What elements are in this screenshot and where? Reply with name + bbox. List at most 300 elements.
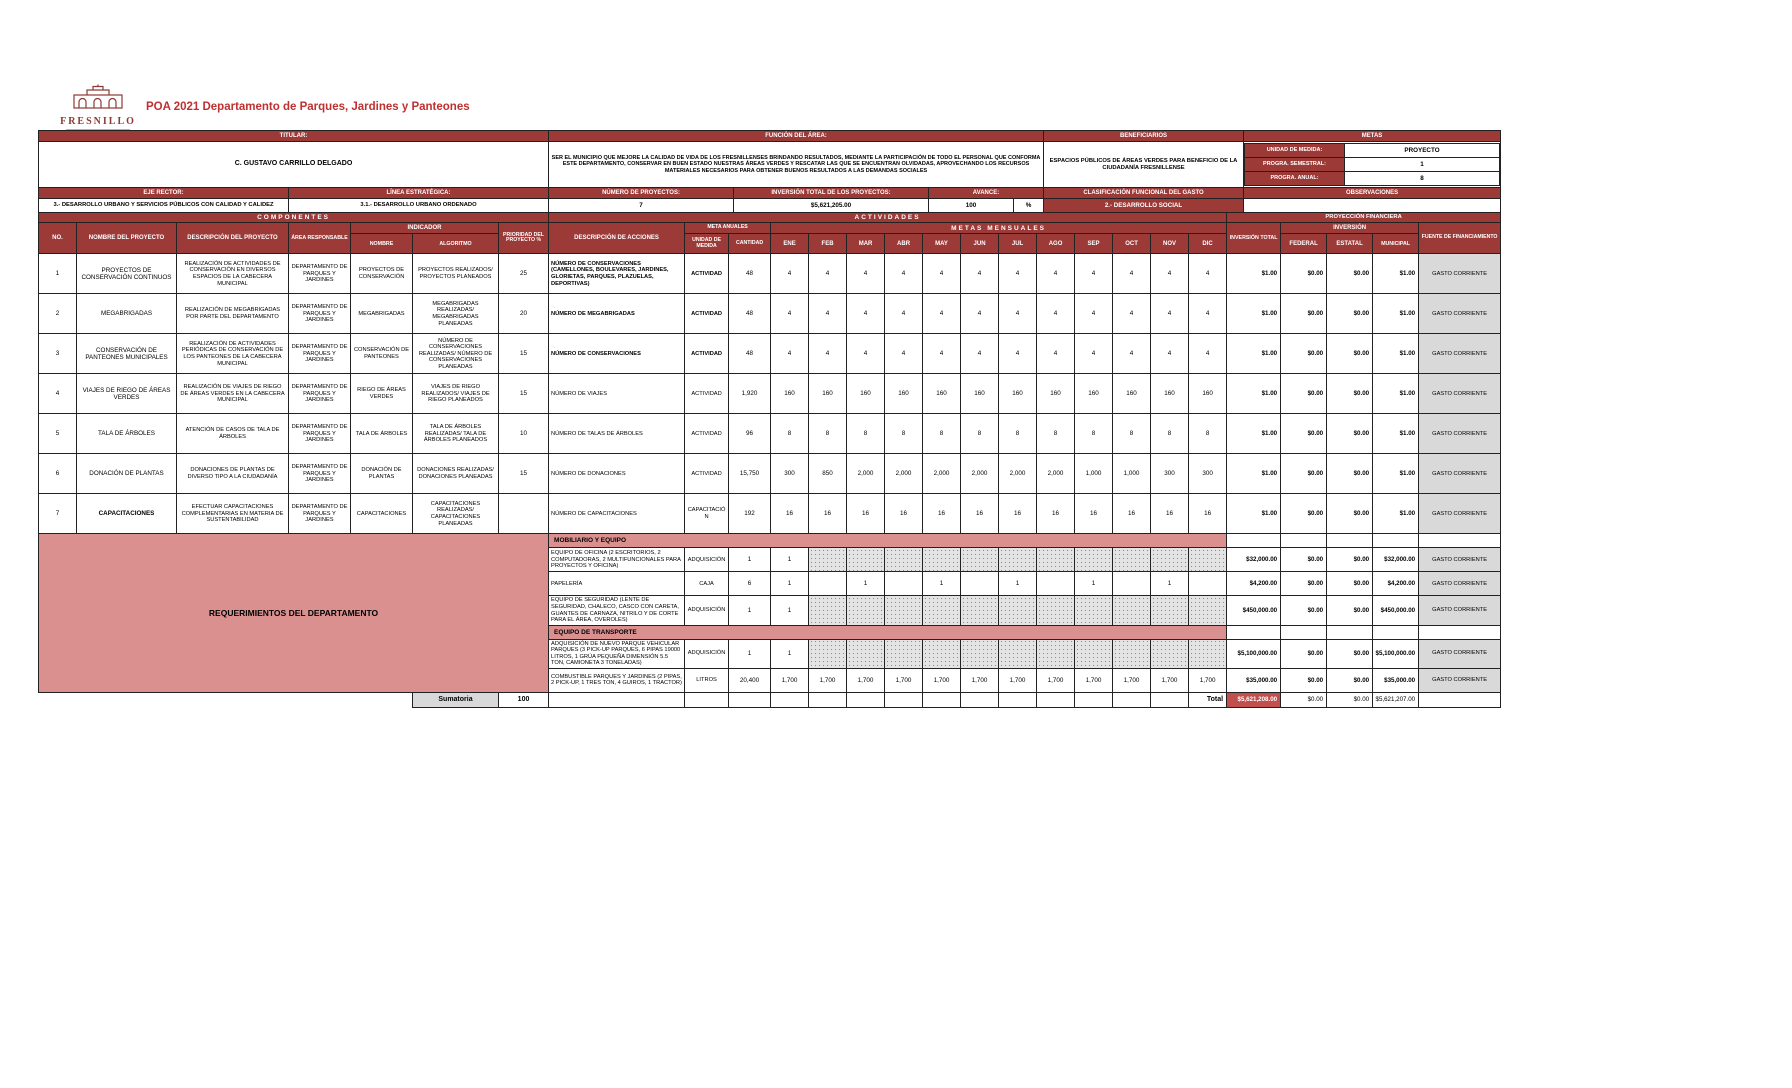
- requirement-month-value: [1189, 548, 1227, 572]
- logo-wordmark: FRESNILLO: [60, 116, 136, 127]
- project-area: DEPARTAMENTO DE PARQUES Y JARDINES: [289, 414, 351, 454]
- col-unidad-medida: UNIDAD DE MEDIDA: [685, 234, 729, 254]
- month-value: 4: [1037, 254, 1075, 294]
- project-description: DONACIONES DE PLANTAS DE DIVERSO TIPO A LA CIUDADANÍA: [177, 454, 289, 494]
- avance-label: AVANCE:: [929, 188, 1044, 199]
- projects-body: [39, 254, 1501, 534]
- month-value: 4: [847, 334, 885, 374]
- inversion-total-value: $1.00: [1227, 254, 1281, 294]
- project-area: DEPARTAMENTO DE PARQUES Y JARDINES: [289, 334, 351, 374]
- clasificacion-funcional-label: CLASIFICACIÓN FUNCIONAL DEL GASTO: [1044, 188, 1244, 199]
- month-value: 1,000: [1113, 454, 1151, 494]
- actions-description: NÚMERO DE TALAS DE ÁRBOLES: [549, 414, 685, 454]
- avance-value: 100: [929, 199, 1014, 213]
- summary-empty-cell: [923, 692, 961, 707]
- requirement-month-value: 1: [923, 572, 961, 596]
- requirement-month-value: 1,700: [885, 668, 923, 692]
- federal-value: $0.00: [1281, 374, 1327, 414]
- col-municipal: MUNICIPAL: [1373, 234, 1419, 254]
- month-value: 4: [999, 254, 1037, 294]
- project-row: [39, 294, 1501, 334]
- requirement-section-title: MOBILIARIO Y EQUIPO: [549, 534, 1227, 548]
- project-area: DEPARTAMENTO DE PARQUES Y JARDINES: [289, 454, 351, 494]
- requirement-estatal: $0.00: [1327, 639, 1373, 668]
- funding-source: GASTO CORRIENTE: [1419, 454, 1501, 494]
- requirement-month-value: [923, 548, 961, 572]
- summary-row: [39, 692, 1501, 707]
- funding-source: GASTO CORRIENTE: [1419, 596, 1501, 625]
- progra-anual-value: 8: [1345, 172, 1500, 186]
- project-row: [39, 454, 1501, 494]
- month-value: 4: [923, 294, 961, 334]
- requirement-month-value: [1189, 572, 1227, 596]
- section-money-empty: [1227, 625, 1281, 639]
- month-value: 4: [923, 334, 961, 374]
- month-value: 16: [999, 494, 1037, 534]
- month-value: 2,000: [999, 454, 1037, 494]
- requirement-month-value: 1,700: [999, 668, 1037, 692]
- summary-body: [39, 692, 1501, 707]
- requirement-description: COMBUSTIBLE PARQUES Y JARDINES (2 PIPAS, 2 PICK-UP, 1 TRES TON, 4 GUIROS, 1 TRACTOR): [549, 668, 685, 692]
- requirement-month-value: [809, 596, 847, 625]
- month-value: 850: [809, 454, 847, 494]
- col-area-responsable: ÁREA RESPONSABLE: [289, 223, 351, 254]
- month-value: 160: [847, 374, 885, 414]
- unit-of-measure: ACTIVIDAD: [685, 374, 729, 414]
- indicator-algorithm: NÚMERO DE CONSERVACIONES REALIZADAS/ NÚMERO DE CONSERVACIONES PLANEADAS: [413, 334, 499, 374]
- estatal-value: $0.00: [1327, 294, 1373, 334]
- actions-description: NÚMERO DE CONSERVACIONES: [549, 334, 685, 374]
- month-value: 16: [961, 494, 999, 534]
- requirement-description: ADQUISICIÓN DE NUEVO PARQUE VEHICULAR PARQUES (3 PICK-UP PARQUES, 6 PIPAS 19000 LITROS, 1 GRÚA PEQUEÑA DIMENSIÓN 5.5 TON, CAMIONETA 3 TONELADAS): [549, 639, 685, 668]
- month-value: 16: [1113, 494, 1151, 534]
- col-month-ago: AGO: [1037, 234, 1075, 254]
- project-priority: [499, 494, 549, 534]
- project-area: DEPARTAMENTO DE PARQUES Y JARDINES: [289, 494, 351, 534]
- summary-empty-cell: [729, 692, 771, 707]
- requirement-month-value: [885, 596, 923, 625]
- month-value: 8: [771, 414, 809, 454]
- col-nombre-proyecto: NOMBRE DEL PROYECTO: [77, 223, 177, 254]
- project-priority: 25: [499, 254, 549, 294]
- month-value: 160: [771, 374, 809, 414]
- month-value: 160: [999, 374, 1037, 414]
- col-month-mar: MAR: [847, 234, 885, 254]
- summary-empty-cell: [999, 692, 1037, 707]
- requirement-month-value: [1037, 548, 1075, 572]
- month-value: 4: [1151, 334, 1189, 374]
- observaciones-label: OBSERVACIONES: [1244, 188, 1501, 199]
- month-value: 160: [1075, 374, 1113, 414]
- month-value: 16: [771, 494, 809, 534]
- actions-description: NÚMERO DE VIAJES: [549, 374, 685, 414]
- requirement-federal: $0.00: [1281, 639, 1327, 668]
- section-money-empty: [1227, 534, 1281, 548]
- requirement-month-value: [999, 596, 1037, 625]
- requirements-body: [39, 534, 1501, 692]
- month-value: 4: [885, 334, 923, 374]
- project-area: DEPARTAMENTO DE PARQUES Y JARDINES: [289, 374, 351, 414]
- month-value: 160: [809, 374, 847, 414]
- inversion-total-value: $1.00: [1227, 494, 1281, 534]
- requirement-month-value: [1113, 596, 1151, 625]
- month-value: 4: [771, 294, 809, 334]
- indicator-algorithm: CAPACITACIONES REALIZADAS/ CAPACITACIONES PLANEADAS: [413, 494, 499, 534]
- municipal-value: $1.00: [1373, 414, 1419, 454]
- summary-empty-cell: [685, 692, 729, 707]
- project-no: 4: [39, 374, 77, 414]
- requirement-month-value: [1151, 639, 1189, 668]
- funcion-area-value: SER EL MUNICIPIO QUE MEJORE LA CALIDAD DE VIDA DE LOS FRESNILLENSES BRINDANDO RESULTADOS, MEDIANTE LA PARTICIPACIÓN DE TODO EL PERSONAL QUE CONFORMA ESTE DEPARTAMENTO, CONSERVAR EN BUEN ESTADO NUESTRAS ÁREAS VERDES Y RESCATAR LAS QUE SE ENCUENTRAN OLVIDADAS, APROVECHANDO LOS RECURSOS MATERIALES NECESARIOS PARA OBTENER BUENOS RESULTADOS A LAS DEMANDAS SOCIALES: [549, 142, 1044, 188]
- month-value: 8: [809, 414, 847, 454]
- requirement-estatal: $0.00: [1327, 596, 1373, 625]
- month-value: 4: [961, 334, 999, 374]
- month-value: 160: [1113, 374, 1151, 414]
- requirement-federal: $0.00: [1281, 572, 1327, 596]
- col-fuente-financiamiento: FUENTE DE FINANCIAMIENTO: [1419, 223, 1501, 254]
- month-value: 4: [961, 294, 999, 334]
- section-money-empty: [1327, 534, 1373, 548]
- requirement-month-value: 1,700: [809, 668, 847, 692]
- col-month-abr: ABR: [885, 234, 923, 254]
- requirement-unit: CAJA: [685, 572, 729, 596]
- project-row: [39, 334, 1501, 374]
- month-value: 160: [923, 374, 961, 414]
- unidad-medida-value: PROYECTO: [1345, 144, 1500, 158]
- indicator-name: TALA DE ÁRBOLES: [351, 414, 413, 454]
- project-name: VIAJES DE RIEGO DE ÁREAS VERDES: [77, 374, 177, 414]
- col-estatal: ESTATAL: [1327, 234, 1373, 254]
- requirement-month-value: [1075, 639, 1113, 668]
- annual-quantity: 1,920: [729, 374, 771, 414]
- funding-source: GASTO CORRIENTE: [1419, 548, 1501, 572]
- inversion-band: INVERSIÓN: [1281, 223, 1419, 234]
- month-value: 8: [1151, 414, 1189, 454]
- project-name: PROYECTOS DE CONSERVACIÓN CONTINUOS: [77, 254, 177, 294]
- month-value: 16: [809, 494, 847, 534]
- requirement-month-value: [1037, 596, 1075, 625]
- project-description: EFECTUAR CAPACITACIONES COMPLEMENTARIAS EN MATERIA DE SUSTENTABILIDAD: [177, 494, 289, 534]
- inversion-total-proyectos-label: INVERSIÓN TOTAL DE LOS PROYECTOS:: [734, 188, 929, 199]
- sumatoria-label: Sumatoria: [413, 692, 499, 707]
- annual-quantity: 192: [729, 494, 771, 534]
- federal-value: $0.00: [1281, 494, 1327, 534]
- indicator-name: DONACIÓN DE PLANTAS: [351, 454, 413, 494]
- project-name: DONACIÓN DE PLANTAS: [77, 454, 177, 494]
- month-value: 4: [885, 254, 923, 294]
- requirement-quantity: 6: [729, 572, 771, 596]
- requirement-unit: ADQUISICIÓN: [685, 548, 729, 572]
- requirement-month-value: [961, 572, 999, 596]
- summary-empty-cell: [961, 692, 999, 707]
- actividades-band: ACTIVIDADES: [549, 213, 1227, 223]
- requirement-month-value: [1113, 572, 1151, 596]
- requirement-federal: $0.00: [1281, 596, 1327, 625]
- month-value: 160: [885, 374, 923, 414]
- linea-estrategica-value: 3.1.- DESARROLLO URBANO ORDENADO: [289, 199, 549, 213]
- indicator-algorithm: PROYECTOS REALIZADOS/ PROYECTOS PLANEADOS: [413, 254, 499, 294]
- project-area: DEPARTAMENTO DE PARQUES Y JARDINES: [289, 254, 351, 294]
- month-value: 2,000: [1037, 454, 1075, 494]
- col-month-may: MAY: [923, 234, 961, 254]
- requirement-municipal: $4,200.00: [1373, 572, 1419, 596]
- titular-value: C. GUSTAVO CARRILLO DELGADO: [39, 142, 549, 188]
- col-month-oct: OCT: [1113, 234, 1151, 254]
- avance-percent: %: [1014, 199, 1044, 213]
- funcion-area-label: FUNCIÓN DEL ÁREA:: [549, 131, 1044, 142]
- actions-description: NÚMERO DE MEGABRIGADAS: [549, 294, 685, 334]
- section-money-empty: [1373, 625, 1419, 639]
- federal-value: $0.00: [1281, 414, 1327, 454]
- beneficiarios-value: ESPACIOS PÚBLICOS DE ÁREAS VERDES PARA BENEFICIO DE LA CIUDADANÍA FRESNILLENSE: [1044, 142, 1244, 188]
- requirement-section-row: [39, 534, 1501, 548]
- municipal-value: $1.00: [1373, 294, 1419, 334]
- col-month-sep: SEP: [1075, 234, 1113, 254]
- month-value: 4: [1189, 334, 1227, 374]
- requirement-month-value: [1189, 596, 1227, 625]
- progra-semestral-value: 1: [1345, 158, 1500, 172]
- project-row: [39, 494, 1501, 534]
- requirement-month-value: [1189, 639, 1227, 668]
- linea-estrategica-label: LÍNEA ESTRATÉGICA:: [289, 188, 549, 199]
- indicator-algorithm: TALA DE ÁRBOLES REALIZADAS/ TALA DE ÁRBOLES PLANEADOS: [413, 414, 499, 454]
- requirements-department-label: REQUERIMIENTOS DEL DEPARTAMENTO: [39, 534, 549, 692]
- month-value: 4: [1075, 254, 1113, 294]
- funding-source: GASTO CORRIENTE: [1419, 572, 1501, 596]
- metas-label: METAS: [1244, 131, 1501, 142]
- month-value: 2,000: [885, 454, 923, 494]
- month-value: 8: [847, 414, 885, 454]
- project-row: [39, 254, 1501, 294]
- summary-empty-cell: [885, 692, 923, 707]
- indicador-band: INDICADOR: [351, 223, 499, 234]
- municipal-value: $1.00: [1373, 334, 1419, 374]
- project-row: [39, 374, 1501, 414]
- requirement-month-value: [809, 572, 847, 596]
- requirement-month-value: [961, 639, 999, 668]
- month-value: 8: [1037, 414, 1075, 454]
- month-value: 160: [961, 374, 999, 414]
- requirement-month-value: [885, 572, 923, 596]
- col-federal: FEDERAL: [1281, 234, 1327, 254]
- eje-rector-label: EJE RECTOR:: [39, 188, 289, 199]
- col-month-feb: FEB: [809, 234, 847, 254]
- proyeccion-financiera-band: PROYECCIÓN FINANCIERA: [1227, 213, 1501, 223]
- requirement-quantity: 1: [729, 548, 771, 572]
- month-value: 4: [847, 254, 885, 294]
- requirement-month-value: 1: [771, 548, 809, 572]
- numero-proyectos-value: 7: [549, 199, 734, 213]
- requirement-month-value: 1: [1151, 572, 1189, 596]
- annual-quantity: 96: [729, 414, 771, 454]
- month-value: 16: [923, 494, 961, 534]
- project-row: [39, 414, 1501, 454]
- month-value: 4: [1113, 294, 1151, 334]
- annual-quantity: 48: [729, 294, 771, 334]
- actions-description: NÚMERO DE CAPACITACIONES: [549, 494, 685, 534]
- month-value: 8: [1113, 414, 1151, 454]
- requirement-federal: $0.00: [1281, 548, 1327, 572]
- month-value: 160: [1189, 374, 1227, 414]
- month-value: 4: [1037, 294, 1075, 334]
- month-value: 4: [1189, 254, 1227, 294]
- month-value: 300: [1189, 454, 1227, 494]
- section-money-empty: [1327, 625, 1373, 639]
- observaciones-value: [1244, 199, 1501, 213]
- month-value: 4: [1113, 334, 1151, 374]
- summary-spacer: [39, 692, 413, 707]
- estatal-value: $0.00: [1327, 454, 1373, 494]
- municipal-value: $1.00: [1373, 374, 1419, 414]
- month-value: 4: [1189, 294, 1227, 334]
- col-prioridad: PRIORIDAD DEL PROYECTO %: [499, 223, 549, 254]
- poa-table-area: [38, 130, 1501, 708]
- federal-value: $0.00: [1281, 454, 1327, 494]
- requirement-month-value: 1: [999, 572, 1037, 596]
- document-title: POA 2021 Departamento de Parques, Jardines y Panteones: [146, 101, 470, 113]
- indicator-algorithm: MEGABRIGADAS REALIZADAS/ MEGABRIGADAS PLANEADAS: [413, 294, 499, 334]
- inversion-total-value: $1.00: [1227, 294, 1281, 334]
- project-description: REALIZACIÓN DE MEGABRIGADAS POR PARTE DEL DEPARTAMENTO: [177, 294, 289, 334]
- month-value: 4: [771, 334, 809, 374]
- project-no: 6: [39, 454, 77, 494]
- requirement-quantity: 20,400: [729, 668, 771, 692]
- month-value: 4: [885, 294, 923, 334]
- col-descripcion-acciones: DESCRIPCIÓN DE ACCIONES: [549, 223, 685, 254]
- fresnillo-building-icon: [65, 84, 131, 110]
- funding-source: GASTO CORRIENTE: [1419, 254, 1501, 294]
- estatal-value: $0.00: [1327, 254, 1373, 294]
- project-description: REALIZACIÓN DE VIAJES DE RIEGO DE ÁREAS VERDES EN LA CABECERA MUNICIPAL: [177, 374, 289, 414]
- project-priority: 10: [499, 414, 549, 454]
- inversion-total-value: $1.00: [1227, 374, 1281, 414]
- requirement-month-value: [923, 639, 961, 668]
- requirement-month-value: [1151, 548, 1189, 572]
- requirement-month-value: 1,700: [961, 668, 999, 692]
- project-priority: 15: [499, 374, 549, 414]
- requirement-month-value: 1: [771, 639, 809, 668]
- project-description: REALIZACIÓN DE ACTIVIDADES DE CONSERVACIÓN EN DIVERSOS ESPACIOS DE LA CABECERA MUNICIPAL: [177, 254, 289, 294]
- requirement-month-value: 1,700: [1113, 668, 1151, 692]
- project-priority: 20: [499, 294, 549, 334]
- requirement-municipal: $32,000.00: [1373, 548, 1419, 572]
- annual-quantity: 48: [729, 254, 771, 294]
- month-value: 1,000: [1075, 454, 1113, 494]
- estatal-value: $0.00: [1327, 374, 1373, 414]
- federal-value: $0.00: [1281, 334, 1327, 374]
- componentes-band: COMPONENTES: [39, 213, 549, 223]
- total-label: Total: [1189, 692, 1227, 707]
- requirement-description: EQUIPO DE OFICINA (2 ESCRITORIOS, 2 COMPUTADORAS, 2 MULTIFUNCIONALES PARA PROYECTOS Y OFICINA): [549, 548, 685, 572]
- funding-source: GASTO CORRIENTE: [1419, 374, 1501, 414]
- month-value: 4: [1113, 254, 1151, 294]
- requirement-month-value: 1,700: [771, 668, 809, 692]
- requirement-month-value: [999, 639, 1037, 668]
- requirement-month-value: [885, 639, 923, 668]
- requirement-month-value: [847, 596, 885, 625]
- project-name: TALA DE ÁRBOLES: [77, 414, 177, 454]
- col-month-nov: NOV: [1151, 234, 1189, 254]
- requirement-quantity: 1: [729, 639, 771, 668]
- titular-label: TITULAR:: [39, 131, 549, 142]
- requirement-month-value: [961, 596, 999, 625]
- annual-quantity: 48: [729, 334, 771, 374]
- project-name: CAPACITACIONES: [77, 494, 177, 534]
- unidad-medida-label: UNIDAD DE MEDIDA:: [1245, 144, 1345, 158]
- section-money-empty: [1281, 534, 1327, 548]
- requirement-month-value: [1113, 548, 1151, 572]
- requirement-month-value: [923, 596, 961, 625]
- month-value: 16: [1037, 494, 1075, 534]
- progra-semestral-label: PROGRA. SEMESTRAL:: [1245, 158, 1345, 172]
- month-value: 16: [1075, 494, 1113, 534]
- requirement-month-value: [961, 548, 999, 572]
- municipal-value: $1.00: [1373, 454, 1419, 494]
- municipal-value: $1.00: [1373, 494, 1419, 534]
- requirement-month-value: [1037, 572, 1075, 596]
- requirement-estatal: $0.00: [1327, 668, 1373, 692]
- total-inversion: $5,621,208.00: [1227, 692, 1281, 707]
- funding-source: GASTO CORRIENTE: [1419, 294, 1501, 334]
- indicator-name: PROYECTOS DE CONSERVACIÓN: [351, 254, 413, 294]
- requirement-municipal: $5,100,000.00: [1373, 639, 1419, 668]
- inversion-total-value: $1.00: [1227, 454, 1281, 494]
- month-value: 16: [1189, 494, 1227, 534]
- estatal-value: $0.00: [1327, 494, 1373, 534]
- unit-of-measure: ACTIVIDAD: [685, 254, 729, 294]
- funding-source: GASTO CORRIENTE: [1419, 334, 1501, 374]
- unit-of-measure: ACTIVIDAD: [685, 454, 729, 494]
- progra-anual-label: PROGRA. ANUAL:: [1245, 172, 1345, 186]
- requirement-month-value: [1151, 596, 1189, 625]
- col-inversion-total: INVERSIÓN TOTAL: [1227, 223, 1281, 254]
- total-estatal: $0.00: [1327, 692, 1373, 707]
- month-value: 8: [885, 414, 923, 454]
- col-month-jul: JUL: [999, 234, 1037, 254]
- col-no: NO.: [39, 223, 77, 254]
- annual-quantity: 15,750: [729, 454, 771, 494]
- month-value: 4: [999, 334, 1037, 374]
- requirement-unit: ADQUISICIÓN: [685, 639, 729, 668]
- month-value: 4: [1075, 294, 1113, 334]
- requirement-section-title: EQUIPO DE TRANSPORTE: [549, 625, 1227, 639]
- beneficiarios-label: BENEFICIARIOS: [1044, 131, 1244, 142]
- requirement-month-value: 1,700: [1189, 668, 1227, 692]
- requirement-month-value: 1,700: [847, 668, 885, 692]
- month-value: 4: [961, 254, 999, 294]
- requirement-quantity: 1: [729, 596, 771, 625]
- requirement-inversion-total: $35,000.00: [1227, 668, 1281, 692]
- requirement-municipal: $450,000.00: [1373, 596, 1419, 625]
- inversion-total-proyectos-value: $5,621,205.00: [734, 199, 929, 213]
- requirement-month-value: [1075, 548, 1113, 572]
- section-fuente-empty: [1419, 625, 1501, 639]
- month-value: 4: [809, 254, 847, 294]
- metas-mensuales-band: METAS MENSUALES: [771, 223, 1227, 234]
- month-value: 300: [771, 454, 809, 494]
- municipal-value: $1.00: [1373, 254, 1419, 294]
- sumatoria-value: 100: [499, 692, 549, 707]
- summary-empty-cell: [809, 692, 847, 707]
- unit-of-measure: ACTIVIDAD: [685, 414, 729, 454]
- total-federal: $0.00: [1281, 692, 1327, 707]
- month-value: 4: [1075, 334, 1113, 374]
- month-value: 8: [999, 414, 1037, 454]
- project-name: MEGABRIGADAS: [77, 294, 177, 334]
- month-value: 8: [1189, 414, 1227, 454]
- month-value: 4: [771, 254, 809, 294]
- col-cantidad: CANTIDAD: [729, 234, 771, 254]
